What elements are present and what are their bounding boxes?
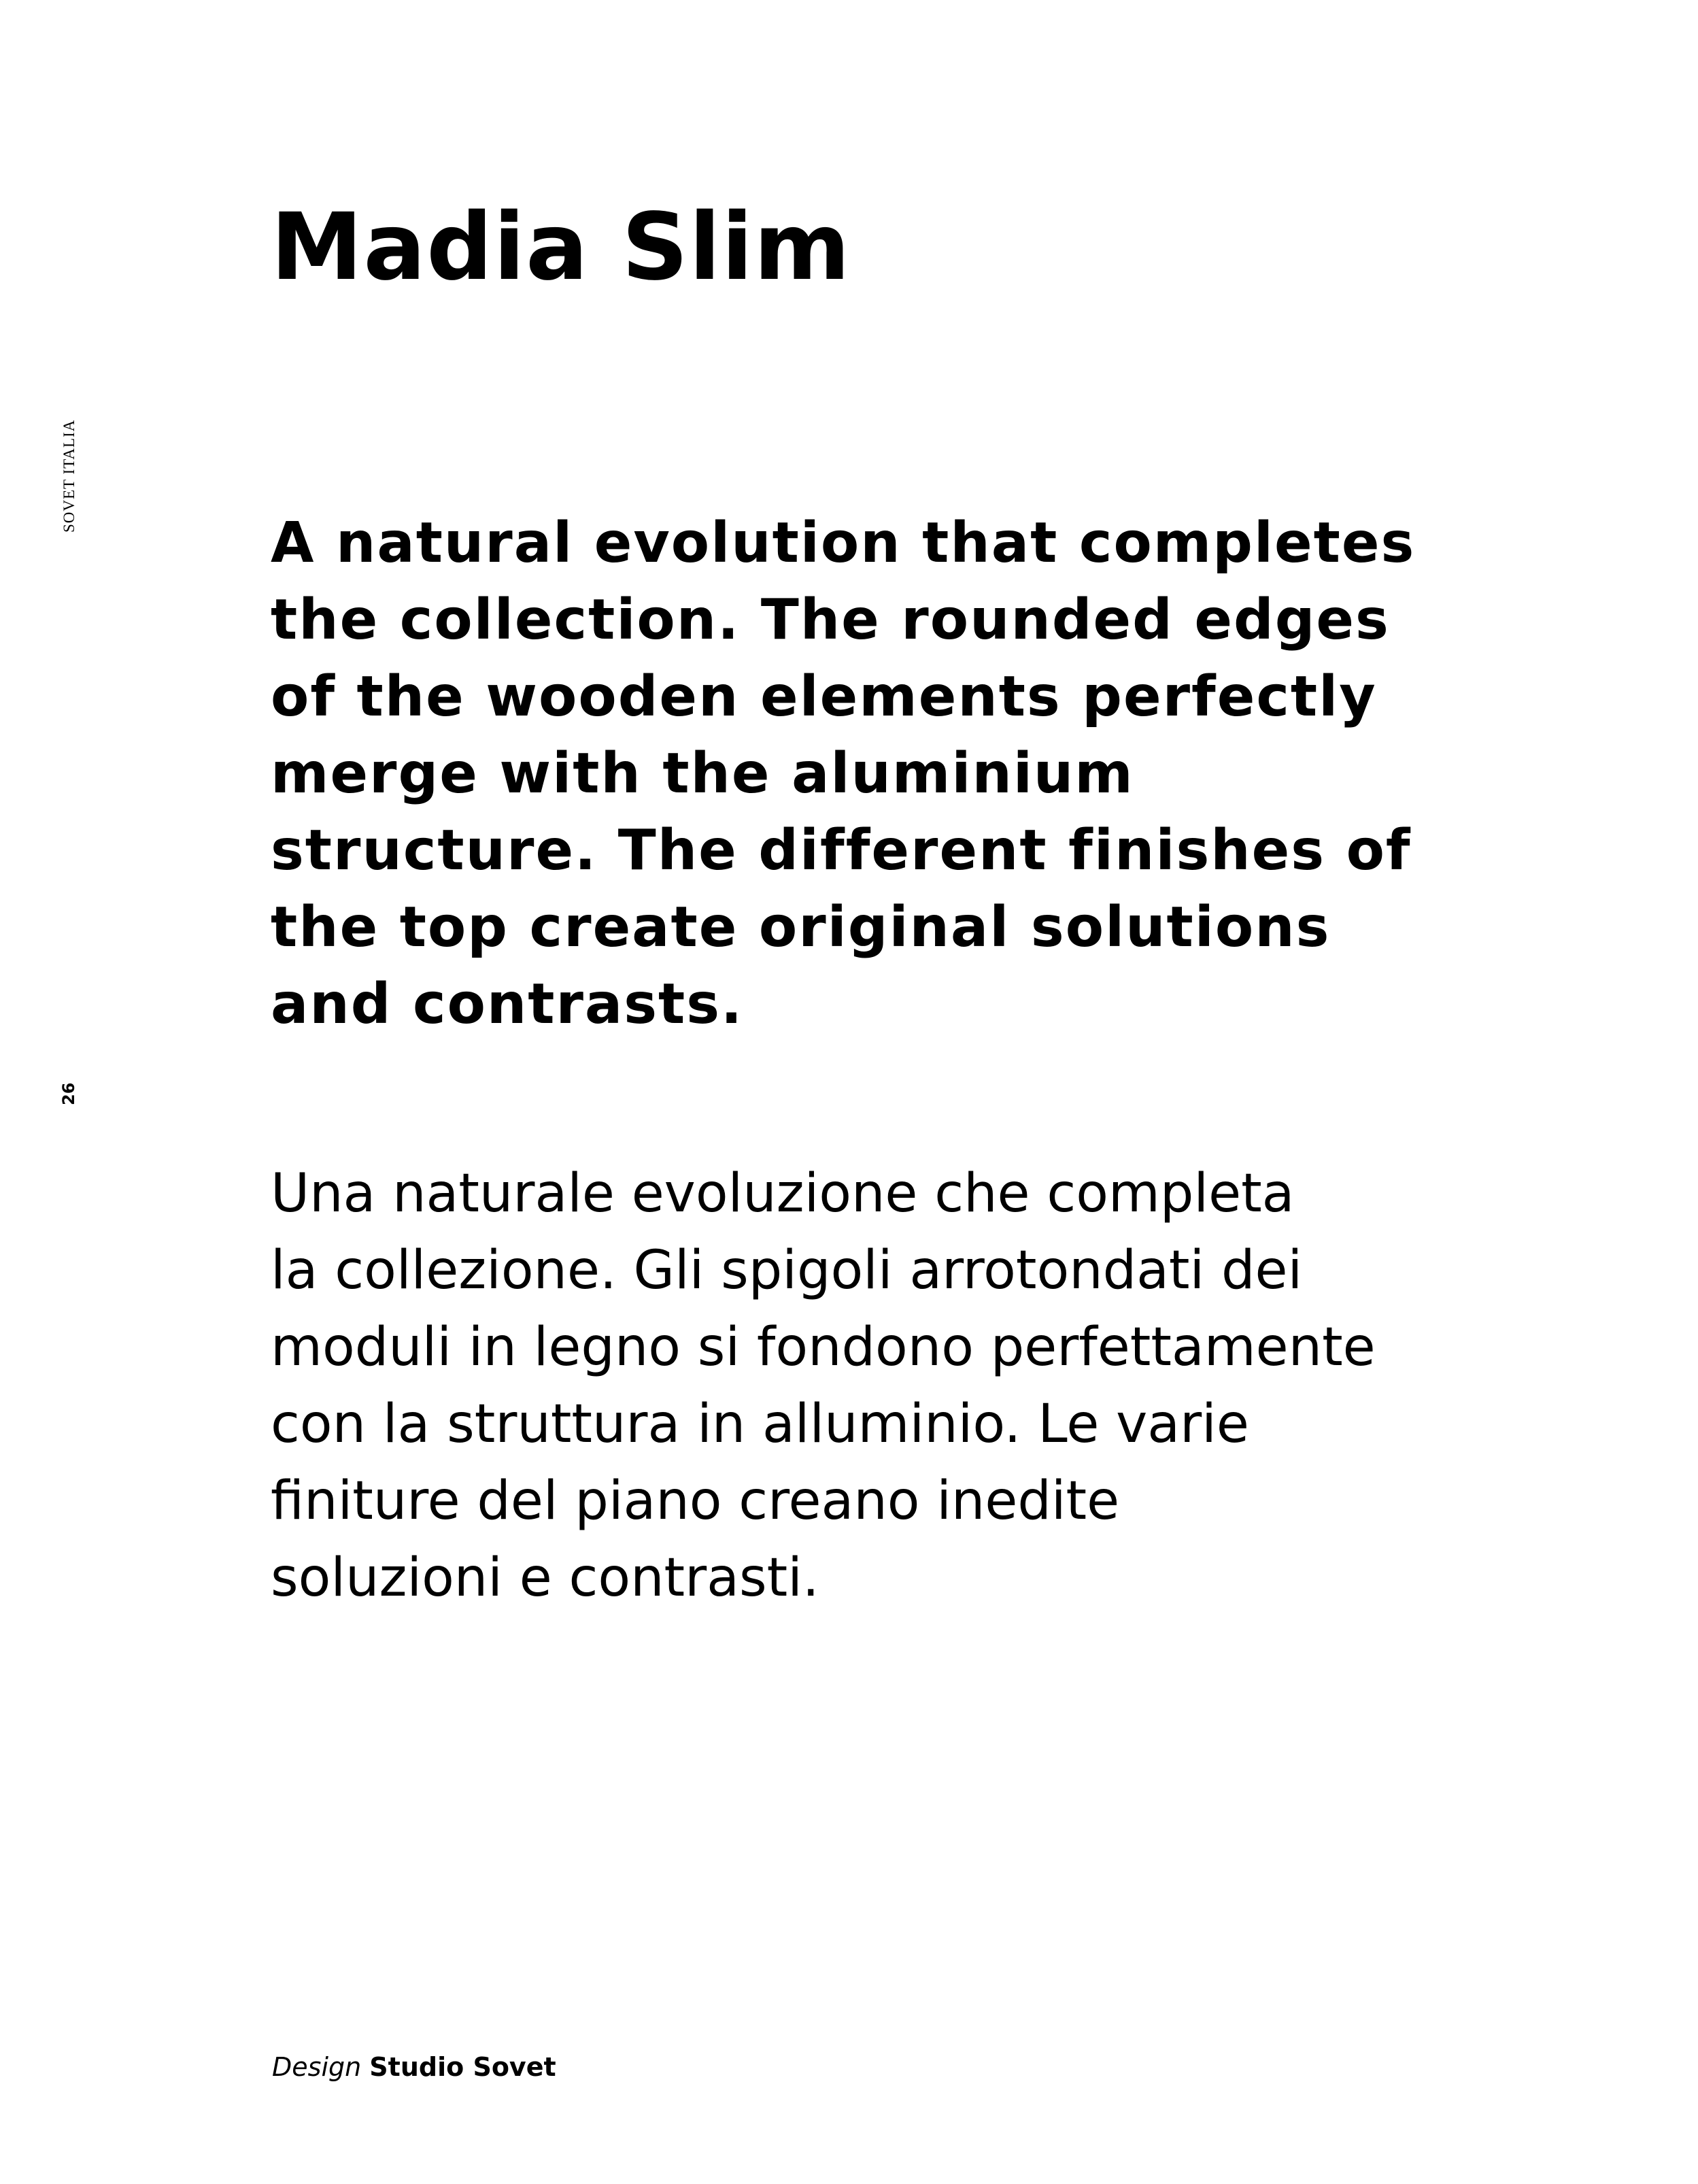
- italian-description: [271, 1156, 1563, 1617]
- italian-line: moduli in legno si fondono perfettamente: [271, 1317, 1376, 1378]
- english-line: and contrasts.: [271, 972, 744, 1037]
- italian-line: con la struttura in alluminio. Le varie: [271, 1394, 1249, 1455]
- italian-line: Una naturale evoluzione che completa: [271, 1163, 1295, 1224]
- english-line: merge with the aluminium: [271, 741, 1134, 806]
- italian-line: finiture del piano creano inedite: [271, 1471, 1120, 1532]
- italian-line: la collezione. Gli spigoli arrotondati dei: [271, 1240, 1303, 1301]
- page-number: 26: [59, 1082, 78, 1105]
- credit-label: Design: [272, 2052, 362, 2082]
- page-title: Madia Slim: [271, 194, 851, 301]
- english-line: the top create original solutions: [271, 895, 1331, 960]
- english-line: structure. The different finishes of: [271, 818, 1412, 883]
- english-line: of the wooden elements perfectly: [271, 665, 1377, 729]
- english-line: A natural evolution that completes: [271, 511, 1416, 575]
- english-line: the collection. The rounded edges: [271, 588, 1390, 652]
- design-credit: [272, 2051, 556, 2083]
- english-description: [271, 505, 1508, 1043]
- credit-designer-name: Studio Sovet: [369, 2052, 556, 2082]
- side-brand-label: SOVET ITALIA: [61, 419, 78, 533]
- italian-line: soluzioni e contrasti.: [271, 1547, 819, 1609]
